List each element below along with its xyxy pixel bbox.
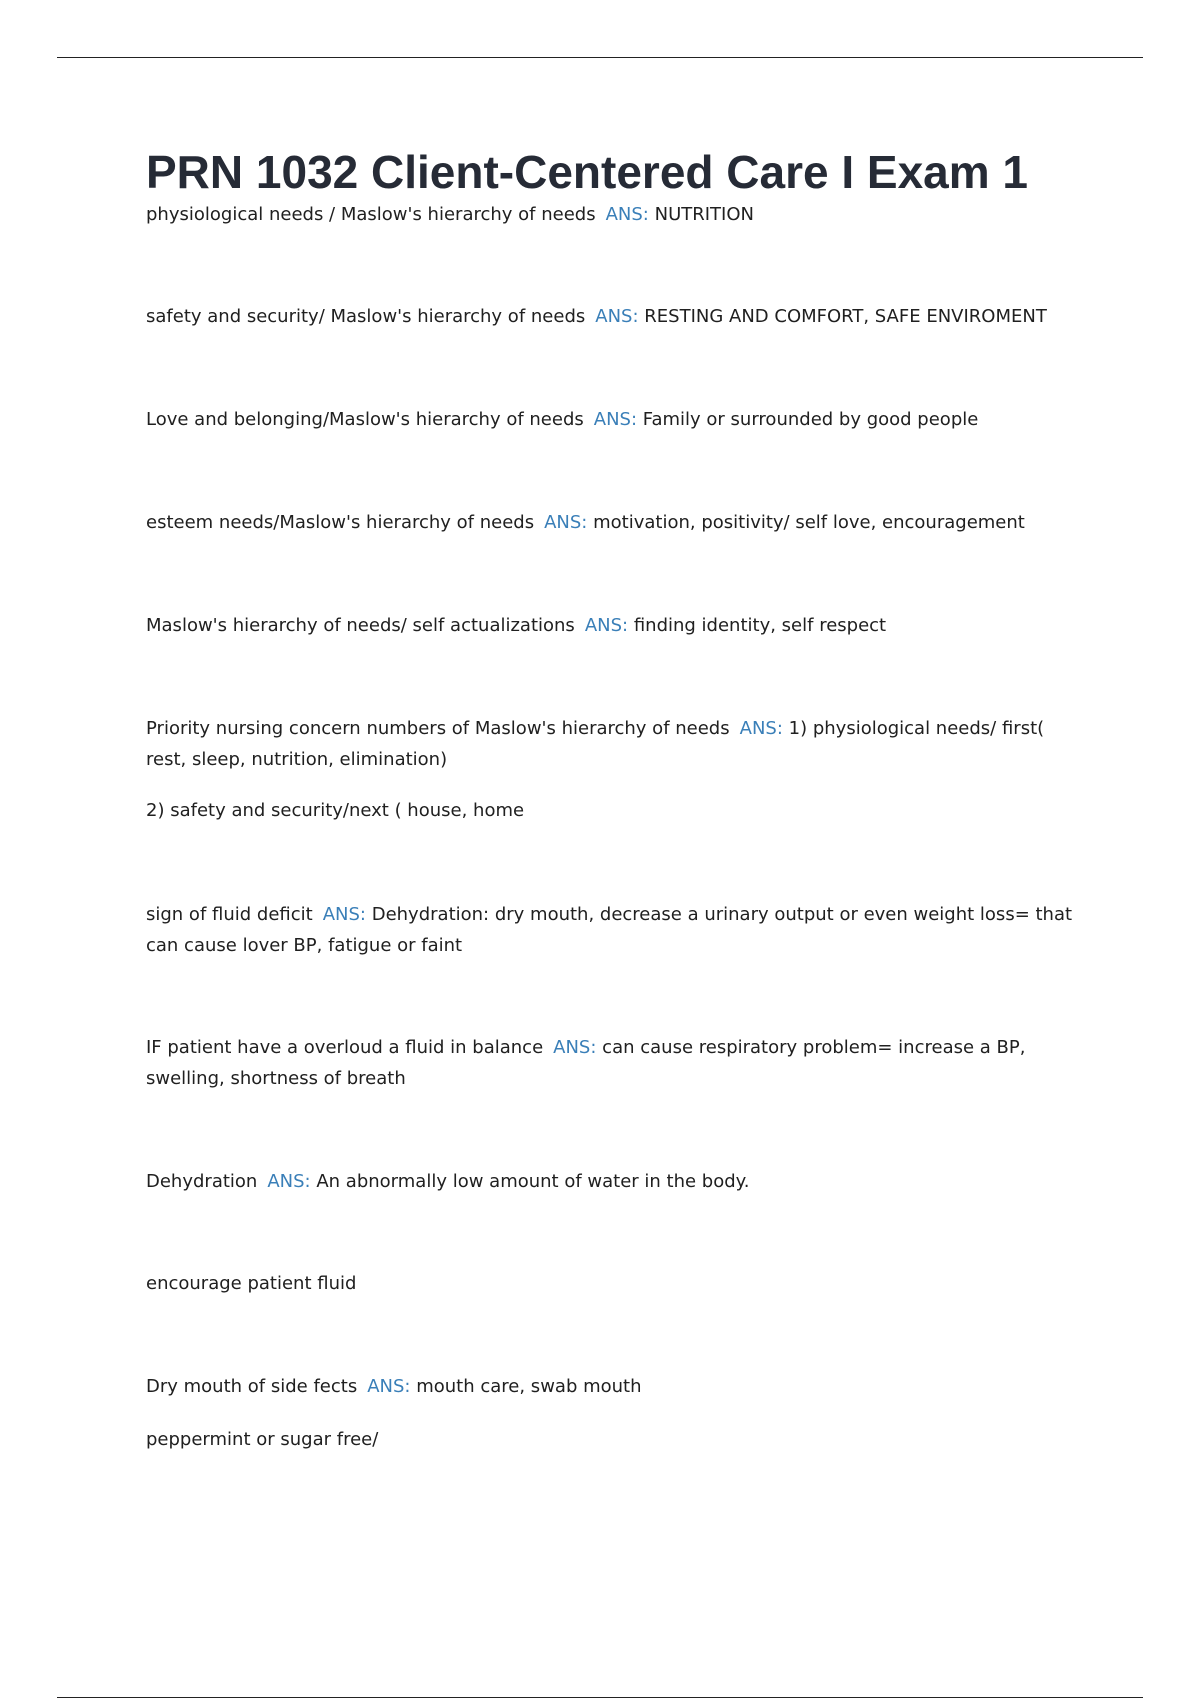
note-encourage-fluid: encourage patient fluid xyxy=(146,1273,357,1294)
question-text: Dehydration xyxy=(146,1171,258,1192)
answer-text: NUTRITION xyxy=(654,204,754,225)
question-text: esteem needs/Maslow's hierarchy of needs xyxy=(146,512,535,533)
qa-item-priority xyxy=(146,713,1076,775)
answer-text: 1) physiological needs/ first( rest, sleep, nutrition, elimination) xyxy=(146,718,1045,770)
top-divider xyxy=(57,57,1143,58)
answer-label: ANS: xyxy=(267,1171,311,1192)
question-text: safety and security/ Maslow's hierarchy of needs xyxy=(146,306,586,327)
qa-item-fluid-overload xyxy=(146,1032,1076,1094)
qa-item-safety xyxy=(146,301,1076,332)
bottom-divider xyxy=(57,1697,1143,1698)
answer-label: ANS: xyxy=(605,204,649,225)
answer-text: Dehydration: dry mouth, decrease a urinary output or even weight loss= that can cause lover BP, fatigue or faint xyxy=(146,904,1073,956)
page-title: PRN 1032 Client-Centered Care I Exam 1 xyxy=(146,146,1029,198)
answer-label: ANS: xyxy=(584,615,629,636)
question-text: sign of fluid deficit xyxy=(146,904,313,925)
answer-label: ANS: xyxy=(322,904,366,925)
qa-item-fluid-deficit xyxy=(146,899,1076,961)
answer-text: can cause respiratory problem= increase a BP, swelling, shortness of breath xyxy=(146,1037,1026,1089)
answer-text: Family or surrounded by good people xyxy=(642,409,979,430)
answer-label: ANS: xyxy=(739,718,783,739)
answer-label: ANS: xyxy=(367,1376,411,1397)
answer-label: ANS: xyxy=(595,306,639,327)
question-text: Maslow's hierarchy of needs/ self actualizations xyxy=(146,615,575,636)
answer-label: ANS: xyxy=(544,512,588,533)
qa-item-priority-continuation: 2) safety and security/next ( house, home xyxy=(146,800,525,821)
qa-item-dehydration xyxy=(146,1166,1076,1197)
answer-text: mouth care, swab mouth xyxy=(416,1376,642,1397)
qa-item-dry-mouth xyxy=(146,1371,1076,1402)
answer-text: An abnormally low amount of water in the body. xyxy=(316,1171,750,1192)
qa-item-dry-mouth-continuation: peppermint or sugar free/ xyxy=(146,1429,379,1450)
answer-text: motivation, positivity/ self love, encouragement xyxy=(593,512,1025,533)
qa-item-physiological xyxy=(146,199,1076,230)
question-text: Priority nursing concern numbers of Maslow's hierarchy of needs xyxy=(146,718,730,739)
qa-item-self-actualization xyxy=(146,610,1076,641)
answer-label: ANS: xyxy=(553,1037,597,1058)
qa-item-love xyxy=(146,404,1076,435)
answer-text: RESTING AND COMFORT, SAFE ENVIROMENT xyxy=(644,306,1047,327)
question-text: Love and belonging/Maslow's hierarchy of needs xyxy=(146,409,584,430)
answer-label: ANS: xyxy=(593,409,638,430)
question-text: physiological needs / Maslow's hierarchy of needs xyxy=(146,204,596,225)
answer-text: finding identity, self respect xyxy=(633,615,887,636)
question-text: Dry mouth of side fects xyxy=(146,1376,358,1397)
qa-item-esteem xyxy=(146,507,1076,538)
question-text: IF patient have a overloud a fluid in balance xyxy=(146,1037,544,1058)
